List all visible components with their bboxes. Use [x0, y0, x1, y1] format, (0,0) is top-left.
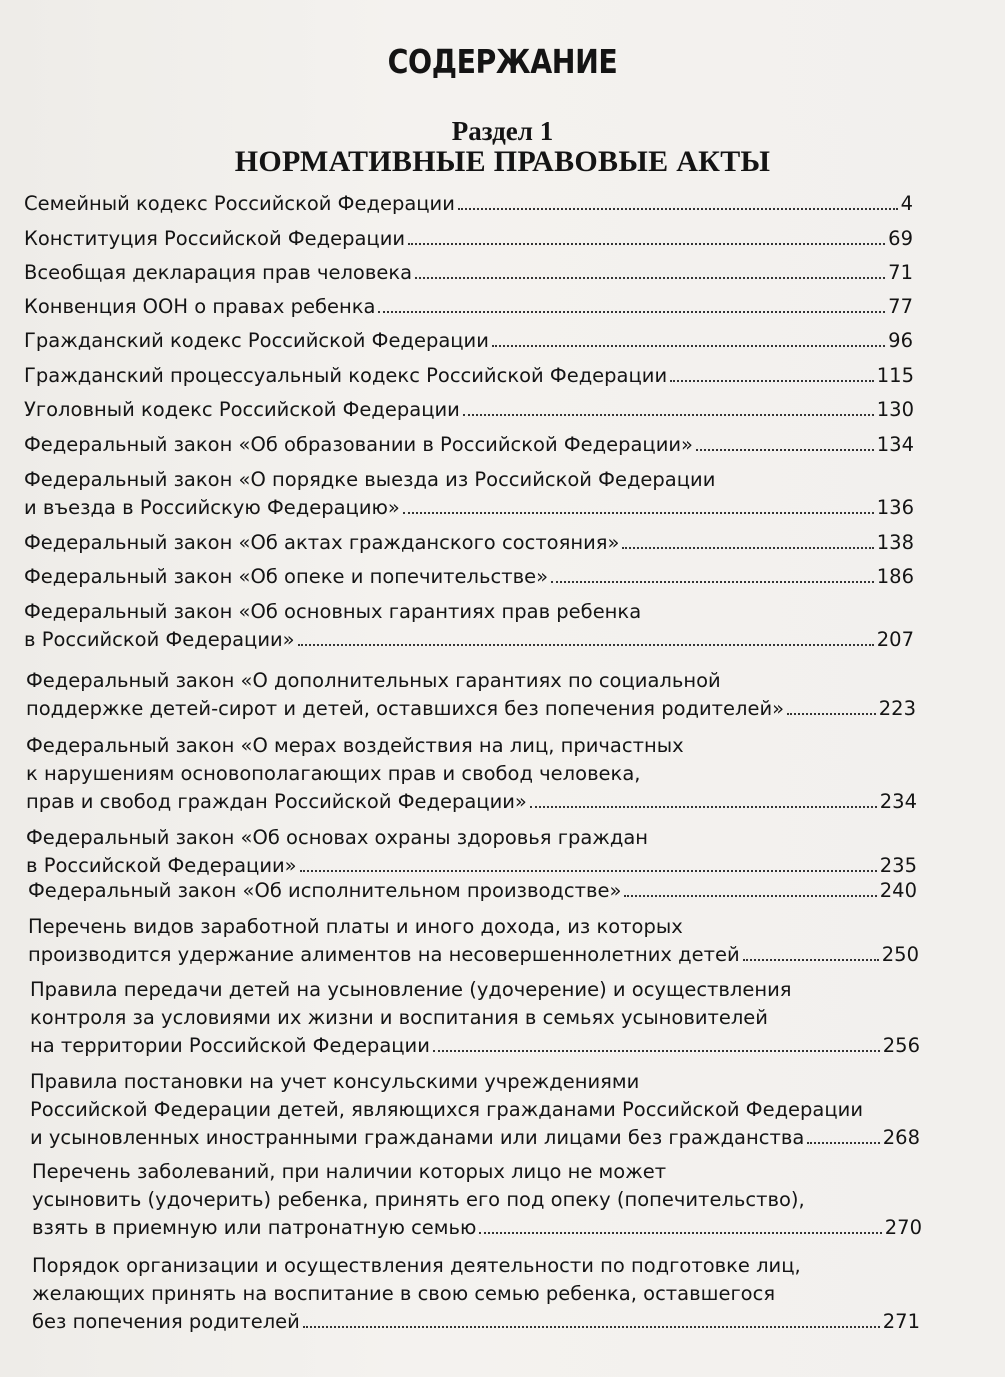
toc-page-number: 77 — [888, 295, 913, 318]
toc-entry-last-line — [32, 1214, 922, 1242]
toc-entry-last-line — [24, 225, 913, 253]
dot-leader — [551, 581, 874, 583]
toc-entry-title-line: Порядок организации и осуществления деятельности по подготовке лиц, — [32, 1254, 801, 1277]
toc-page-number: 270 — [884, 1216, 922, 1239]
toc-entry-last-line — [24, 327, 913, 355]
toc-entry-title-line: Федеральный закон «О дополнительных гарантиях по социальной — [26, 669, 721, 692]
toc-entry-last-line — [28, 941, 919, 969]
toc-entry — [30, 976, 920, 1060]
dot-leader — [696, 449, 874, 451]
toc-entry-title-line: Федеральный закон «О порядке выезда из Российской Федерации — [24, 468, 716, 491]
toc-entry — [24, 396, 914, 424]
toc-entry-title-line: Федеральный закон «Об основных гарантиях прав ребенка — [24, 600, 642, 623]
dot-leader — [378, 311, 885, 313]
toc-page-number: 223 — [878, 697, 916, 720]
dot-leader — [433, 1050, 880, 1052]
toc-entry-last-line — [32, 1308, 920, 1336]
toc-page-number: 4 — [900, 192, 913, 215]
toc-page-number: 268 — [882, 1126, 920, 1149]
dot-leader — [303, 1326, 880, 1328]
toc-entry-title-line: Гражданский процессуальный кодекс Российской Федерации — [24, 364, 668, 387]
toc-page-number: 271 — [882, 1310, 920, 1333]
toc-entry-title-line: к нарушениям основополагающих прав и свобод человека, — [26, 762, 641, 785]
toc-entry — [24, 563, 914, 591]
toc-entry-title-line: усыновить (удочерить) ребенка, принять его под опеку (попечительство), — [32, 1188, 805, 1211]
toc-entry — [24, 327, 913, 355]
toc-entry-last-line — [24, 529, 914, 557]
toc-page-number: 134 — [876, 433, 914, 456]
dot-leader — [743, 959, 879, 961]
toc-entry-title-line: Перечень видов заработной платы и иного дохода, из которых — [28, 915, 683, 938]
dot-leader — [492, 345, 885, 347]
toc-entry — [24, 431, 914, 459]
toc-entry — [24, 466, 914, 522]
toc-entry — [24, 225, 913, 253]
dot-leader — [458, 208, 898, 210]
toc-entry — [32, 1252, 920, 1336]
toc-entry-last-line — [24, 362, 914, 390]
dot-leader — [298, 644, 874, 646]
toc-entry-last-line — [24, 190, 913, 218]
toc-page-number: 71 — [888, 261, 913, 284]
toc-entry — [24, 190, 913, 218]
toc-page-number: 207 — [876, 628, 914, 651]
toc-entry-title-line: Федеральный закон «Об образовании в Российской Федерации» — [24, 433, 693, 456]
dot-leader — [807, 1142, 879, 1144]
toc-entry-title-line: Правила постановки на учет консульскими учреждениями — [30, 1070, 640, 1093]
toc-entry-title-line: Уголовный кодекс Российской Федерации — [24, 398, 460, 421]
toc-entry-title-line: на территории Российской Федерации — [30, 1034, 430, 1057]
toc-entry-last-line — [30, 1124, 920, 1152]
toc-entry-title-line: прав и свобод граждан Российской Федерации» — [26, 790, 527, 813]
toc-entry-last-line — [30, 1032, 920, 1060]
dot-leader — [463, 414, 874, 416]
toc-entry-title-line: Федеральный закон «О мерах воздействия на лиц, причастных — [26, 734, 684, 757]
toc-page-number: 96 — [888, 329, 913, 352]
toc-entry-last-line — [26, 852, 917, 880]
dot-leader — [530, 806, 877, 808]
toc-entry-last-line — [24, 396, 914, 424]
toc-entry-title-line: и въезда в Российскую Федерацию» — [24, 496, 400, 519]
toc-page-number: 250 — [881, 943, 919, 966]
toc-entry-last-line — [24, 563, 914, 591]
dot-leader — [408, 243, 885, 245]
toc-entry-title-line: контроля за условиями их жизни и воспитания в семьях усыновителей — [30, 1006, 768, 1029]
toc-entry-title-line: и усыновленных иностранными гражданами или лицами без гражданства — [30, 1126, 805, 1149]
page-heading: СОДЕРЖАНИЕ — [387, 42, 618, 81]
toc-page-number: 138 — [876, 531, 914, 554]
toc-page-number: 130 — [876, 398, 914, 421]
toc-entry-last-line — [26, 788, 917, 816]
toc-entry — [24, 293, 913, 321]
dot-leader — [300, 870, 877, 872]
dot-leader — [622, 547, 873, 549]
toc-entry-title-line: в Российской Федерации» — [26, 854, 297, 877]
toc-entry — [28, 877, 917, 905]
toc-entry-title-line: Конвенция ООН о правах ребенка — [24, 295, 376, 318]
toc-entry-title-line: производится удержание алиментов на несовершеннолетних детей — [28, 943, 740, 966]
toc-entry-title-line: взять в приемную или патронатную семью — [32, 1216, 477, 1239]
dot-leader — [415, 277, 885, 279]
toc-page-number: 186 — [876, 565, 914, 588]
toc-page-number: 256 — [882, 1034, 920, 1057]
toc-entry-title-line: Российской Федерации детей, являющихся гражданами Российской Федерации — [30, 1098, 863, 1121]
toc-entry-title-line: в Российской Федерации» — [24, 628, 295, 651]
toc-entry — [24, 362, 914, 390]
toc-entry-last-line — [26, 695, 916, 723]
toc-entry — [32, 1158, 922, 1242]
toc-entry-last-line — [28, 877, 917, 905]
toc-page-number: 69 — [888, 227, 913, 250]
toc-entry — [26, 667, 916, 723]
toc-entry-last-line — [24, 494, 914, 522]
dot-leader — [479, 1232, 881, 1234]
toc-entry — [30, 1068, 920, 1152]
toc-page-number: 240 — [879, 879, 917, 902]
dot-leader — [787, 713, 876, 715]
toc-entry — [26, 732, 917, 816]
toc-page-number: 234 — [879, 790, 917, 813]
toc-entry-title-line: Конституция Российской Федерации — [24, 227, 406, 250]
section-number: Раздел 1 — [451, 116, 554, 146]
toc-entry — [24, 259, 913, 287]
toc-entry-title-line: Семейный кодекс Российской Федерации — [24, 192, 455, 215]
toc-entry-title-line: Всеобщая декларация прав человека — [24, 261, 413, 284]
toc-entry — [24, 529, 914, 557]
toc-entry-title-line: Правила передачи детей на усыновление (удочерение) и осуществления — [30, 978, 792, 1001]
toc-entry-last-line — [24, 431, 914, 459]
dot-leader — [403, 512, 874, 514]
toc-entry-last-line — [24, 626, 914, 654]
toc-entry — [28, 913, 919, 969]
toc-page-number: 115 — [876, 364, 914, 387]
toc-entry-last-line — [24, 293, 913, 321]
toc-entry-title-line: Гражданский кодекс Российской Федерации — [24, 329, 489, 352]
toc-entry-title-line: Федеральный закон «Об основах охраны здоровья граждан — [26, 826, 649, 849]
toc-entry-title-line: Перечень заболеваний, при наличии которых лицо не может — [32, 1160, 667, 1183]
toc-page-number: 235 — [879, 854, 917, 877]
toc-entry-title-line: желающих принять на воспитание в свою семью ребенка, оставшегося — [32, 1282, 776, 1305]
toc-entry-title-line: Федеральный закон «Об актах гражданского состояния» — [24, 531, 620, 554]
section-title: НОРМАТИВНЫЕ ПРАВОВЫЕ АКТЫ — [234, 145, 771, 178]
dot-leader — [624, 895, 876, 897]
toc-entry-title-line: Федеральный закон «Об опеке и попечительстве» — [24, 565, 548, 588]
dot-leader — [670, 380, 874, 382]
toc-entry-title-line: поддержке детей-сирот и детей, оставшихся без попечения родителей» — [26, 697, 785, 720]
toc-entry-title-line: Федеральный закон «Об исполнительном производстве» — [28, 879, 622, 902]
toc-entry — [24, 598, 914, 654]
toc-entry — [26, 824, 917, 880]
toc-entry-title-line: без попечения родителей — [32, 1310, 300, 1333]
toc-entry-last-line — [24, 259, 913, 287]
toc-page-number: 136 — [876, 496, 914, 519]
